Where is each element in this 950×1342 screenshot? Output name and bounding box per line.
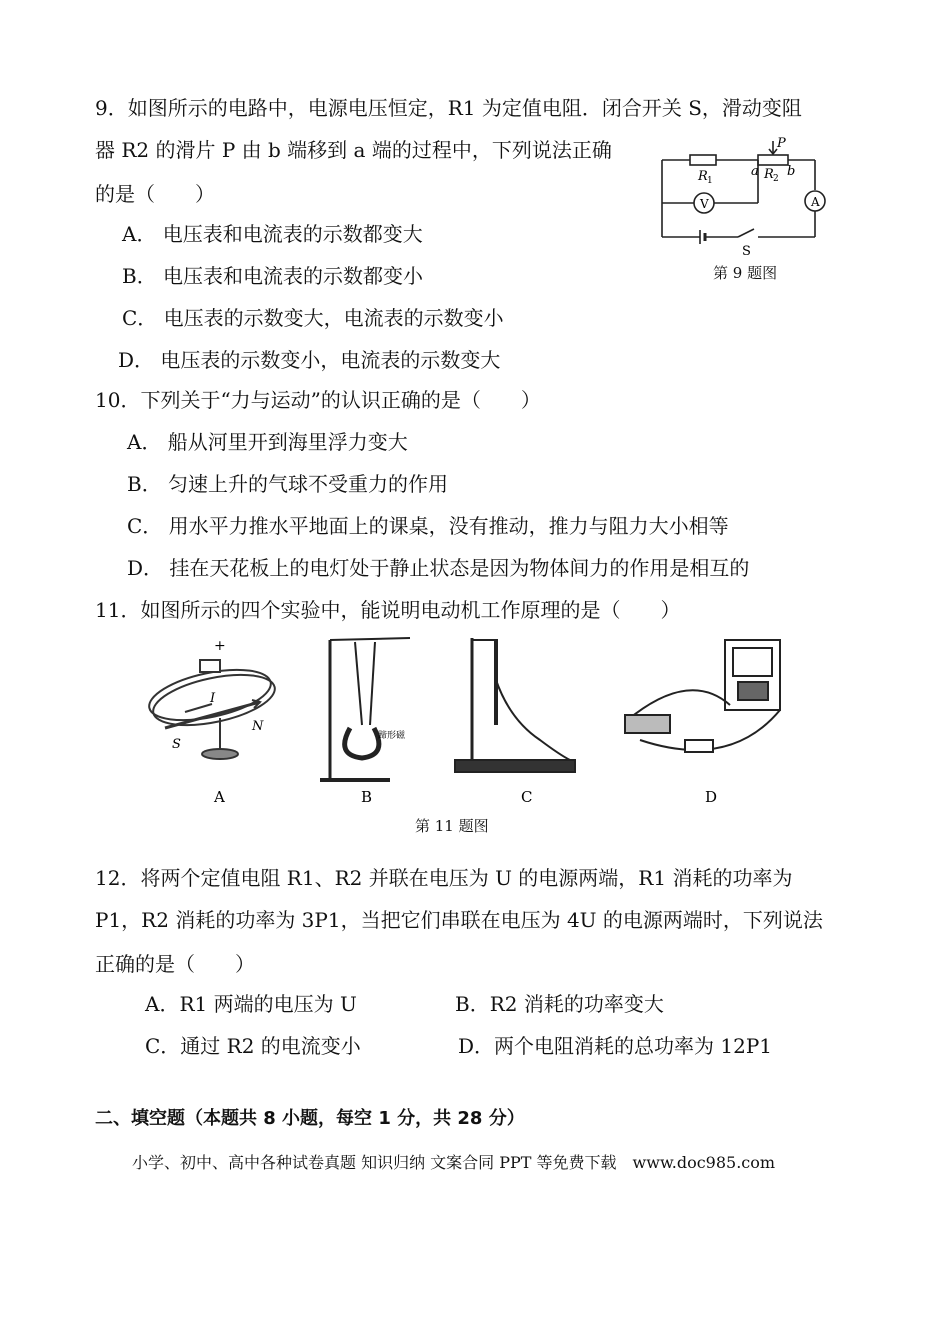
- b-label: b: [787, 164, 796, 179]
- q12-stem-line-1: 12．将两个定值电阻 R1、R2 并联在电压为 U 的电源两端，R1 消耗的功率为: [95, 866, 793, 890]
- q12-stem-line-2: P1，R2 消耗的功率为 3P1，当把它们串联在电压为 4U 的电源两端时，下列说法: [95, 908, 823, 932]
- q9-stem-line-3: 的是（ ）: [95, 182, 215, 206]
- q9-stem-line-1: 9．如图所示的电路中，电源电压恒定，R1 为定值电阻．闭合开关 S，滑动变阻: [95, 96, 802, 120]
- q12-option-a[interactable]: A．R1 两端的电压为 U: [145, 992, 357, 1016]
- a-north-label: N: [252, 719, 264, 734]
- r2-label: R: [764, 167, 774, 182]
- a-south-label: S: [172, 737, 181, 752]
- experiment-c-figure: [455, 638, 575, 772]
- q9-option-a[interactable]: A． 电压表和电流表的示数都变大: [122, 222, 423, 246]
- q10-option-c[interactable]: C． 用水平力推水平地面上的课桌，没有推动，推力与阻力大小相等: [127, 514, 729, 538]
- q9-option-b[interactable]: B． 电压表和电流表的示数都变小: [122, 264, 424, 288]
- b-magnet-label: 蹄形磁: [378, 731, 406, 741]
- r1-subscript: 1: [707, 176, 713, 186]
- q9-stem-line-2: 器 R2 的滑片 P 由 b 端移到 a 端的过程中，下列说法正确: [95, 138, 612, 162]
- q12-option-c[interactable]: C．通过 R2 的电流变小: [145, 1034, 361, 1058]
- ammeter-label: A: [811, 195, 820, 209]
- footer-watermark-text: 小学、初中、高中各种试卷真题 知识归纳 文案合同 PPT 等免费下载 www.doc985.com: [132, 1153, 776, 1172]
- experiment-d-label: D: [705, 788, 718, 806]
- q12-option-d[interactable]: D．两个电阻消耗的总功率为 12P1: [458, 1034, 773, 1058]
- experiment-a-figure: [145, 660, 279, 759]
- q10-option-b[interactable]: B． 匀速上升的气球不受重力的作用: [127, 472, 449, 496]
- a-plus-label: +: [214, 638, 226, 654]
- q10-option-d[interactable]: D． 挂在天花板上的电灯处于静止状态是因为物体间力的作用是相互的: [127, 556, 750, 580]
- q11-figure-caption: 第 11 题图: [415, 817, 489, 835]
- voltmeter-label: V: [700, 197, 709, 211]
- switch-icon: [738, 229, 754, 237]
- experiment-c-label: C: [521, 788, 533, 806]
- section-2-heading: 二、填空题（本题共 8 小题，每空 1 分，共 28 分）: [95, 1108, 525, 1129]
- experiment-a-label: A: [214, 788, 225, 806]
- p-label: P: [777, 136, 786, 151]
- q10-stem: 10．下列关于“力与运动”的认识正确的是（ ）: [95, 388, 541, 412]
- r1-resistor: [690, 155, 716, 165]
- q9-option-d[interactable]: D． 电压表的示数变小，电流表的示数变大: [118, 348, 501, 372]
- q9-figure-caption: 第 9 题图: [713, 264, 778, 282]
- q10-option-a[interactable]: A． 船从河里开到海里浮力变大: [127, 430, 408, 454]
- experiment-b-label: B: [361, 788, 373, 806]
- a-label: a: [751, 164, 759, 179]
- q11-experiments-figure: [130, 630, 810, 810]
- q9-option-c[interactable]: C． 电压表的示数变大，电流表的示数变小: [122, 306, 504, 330]
- experiment-b-figure: [320, 638, 410, 780]
- q11-stem: 11．如图所示的四个实验中，能说明电动机工作原理的是（ ）: [95, 598, 681, 622]
- experiment-d-figure: [625, 640, 780, 752]
- q12-stem-line-3: 正确的是（ ）: [95, 952, 255, 976]
- q12-option-b[interactable]: B．R2 消耗的功率变大: [455, 992, 664, 1016]
- r2-rheostat: [758, 155, 788, 165]
- a-current-label: I: [210, 691, 216, 706]
- switch-label: S: [742, 244, 751, 259]
- r1-label: R: [698, 169, 708, 184]
- r2-subscript: 2: [773, 174, 779, 184]
